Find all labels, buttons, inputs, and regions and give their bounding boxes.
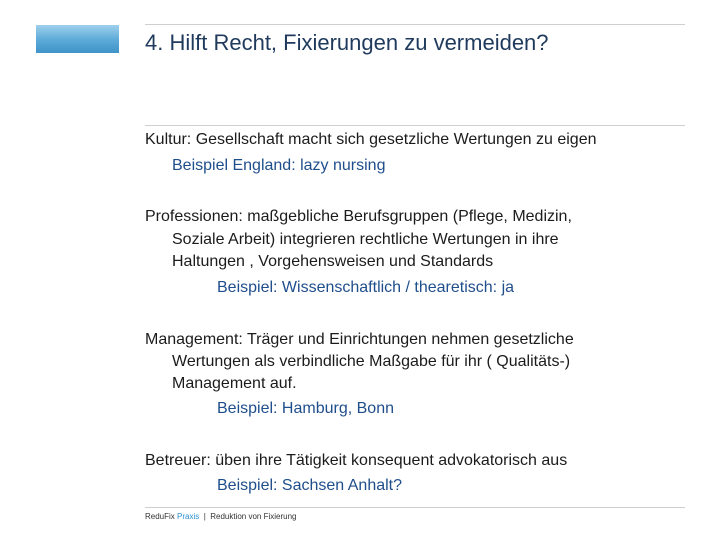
footer-subtitle: Reduktion von Fixierung bbox=[210, 512, 297, 521]
item-management-line-2: Wertungen als verbindliche Maßgabe für ihr ( Qualitäts-) bbox=[172, 353, 571, 370]
slide-title: 4. Hilft Recht, Fixierungen zu vermeiden? bbox=[145, 30, 549, 55]
item-professionen-example: Beispiel: Wissenschaftlich / thearetisch: ja bbox=[217, 279, 515, 296]
item-kultur-line-1: Kultur: Gesellschaft macht sich gesetzliche Wertungen zu eigen bbox=[145, 131, 597, 148]
item-professionen-line-2: Soziale Arbeit) integrieren rechtliche Wertungen in ihre bbox=[172, 231, 559, 248]
item-kultur-example: Beispiel England: lazy nursing bbox=[172, 157, 386, 174]
footer bbox=[145, 512, 297, 521]
content-divider bbox=[145, 125, 685, 126]
item-betreuer-line-1: Betreuer: üben ihre Tätigkeit konsequent advokatorisch aus bbox=[145, 452, 568, 469]
item-professionen-line-3: Haltungen , Vorgehensweisen und Standards bbox=[172, 253, 494, 270]
footer-separator: | bbox=[199, 512, 211, 521]
item-betreuer-example: Beispiel: Sachsen Anhalt? bbox=[217, 477, 403, 494]
footer-brand-accent: Praxis bbox=[177, 512, 200, 521]
footer-brand-name: ReduFix bbox=[145, 512, 178, 521]
item-professionen-line-1: Professionen: maßgebliche Berufsgruppen (Pflege, Medizin, bbox=[145, 208, 572, 225]
title-top-rule bbox=[145, 24, 685, 25]
footer-rule bbox=[145, 507, 685, 508]
item-management-line-1: Management: Träger und Einrichtungen nehmen gesetzliche bbox=[145, 331, 574, 348]
accent-bar bbox=[36, 25, 119, 53]
item-management-line-3: Management auf. bbox=[172, 375, 297, 392]
item-management-example: Beispiel: Hamburg, Bonn bbox=[217, 400, 394, 417]
